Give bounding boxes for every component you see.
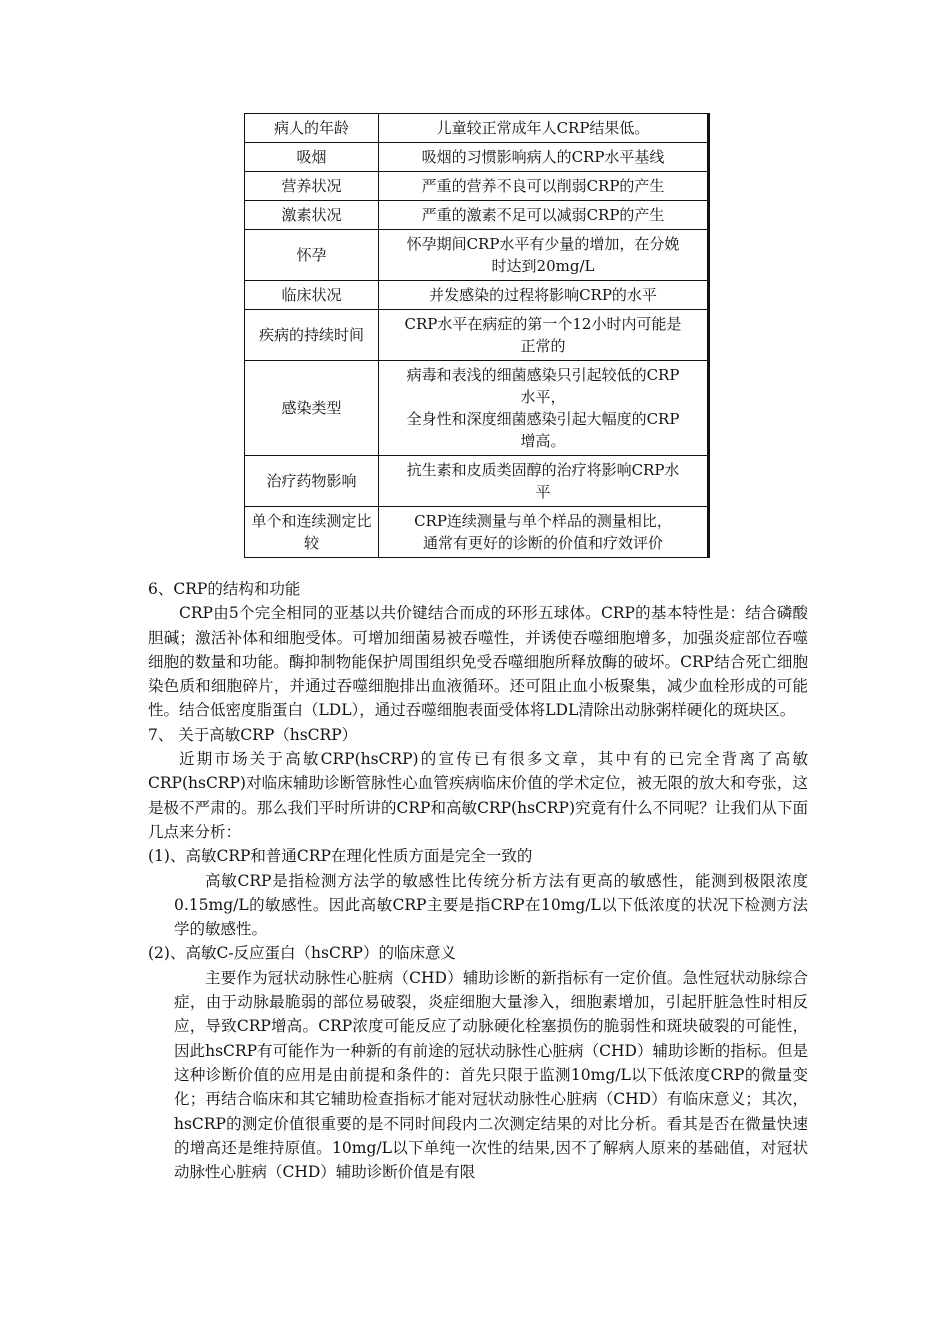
effect-cell — [379, 230, 709, 281]
effect-line: 并发感染的过程将影响CRP的水平 — [429, 286, 657, 304]
crp-factor-table — [244, 113, 710, 558]
effect-line: 通常有更好的诊断的价值和疗效评价 — [422, 534, 663, 552]
factor-cell: 感染类型 — [245, 361, 379, 456]
table-body — [245, 114, 709, 558]
section-6-body: CRP由5个完全相同的亚基以共价键结合而成的环形五球体。CRP的基本特性是：结合磷酸胆碱；激活补体和细胞受体。可增加细菌易被吞噬性，并诱使吞噬细胞增多，加强炎症部位吞噬细胞的数量和功能。酶抑制物能保护周围组织免受吞噬细胞所释放酶的破坏。CRP结合死亡细胞染色质和细胞碎片，并通过吞噬细胞排出血液循环。还可阻止血小板聚集，减少血栓形成的可能性。结合低密度脂蛋白（LDL），通过吞噬细胞表面受体将LDL清除出动脉粥样硬化的斑块区。 — [148, 604, 808, 720]
table-row — [245, 201, 709, 230]
effect-line: 怀孕期间CRP水平有少量的增加，在分娩 — [406, 235, 680, 253]
table-row — [245, 114, 709, 143]
table-row — [245, 230, 709, 281]
factor-cell: 营养状况 — [245, 172, 379, 201]
body-text — [148, 577, 808, 1184]
effect-line: 儿童较正常成年人CRP结果低。 — [436, 119, 650, 137]
effect-cell — [379, 114, 709, 143]
effect-line: 正常的 — [520, 337, 566, 355]
effect-line: 病毒和表浅的细菌感染只引起较低的CRP — [406, 366, 680, 384]
table-row — [245, 143, 709, 172]
effect-line: 时达到20mg/L — [491, 257, 595, 275]
table-row — [245, 507, 709, 558]
table-row — [245, 281, 709, 310]
effect-line: CRP连续测量与单个样品的测量相比， — [414, 512, 672, 530]
factor-cell: 病人的年龄 — [245, 114, 379, 143]
factor-cell: 疾病的持续时间 — [245, 310, 379, 361]
effect-cell — [379, 507, 709, 558]
effect-line: 平 — [535, 483, 551, 501]
effect-line: 增高。 — [520, 432, 566, 450]
table-row — [245, 456, 709, 507]
effect-line: 水平， — [520, 388, 566, 406]
table-row — [245, 310, 709, 361]
table-row — [245, 361, 709, 456]
factor-cell: 临床状况 — [245, 281, 379, 310]
point-2-body: 主要作为冠状动脉性心脏病（CHD）辅助诊断的新指标有一定价值。急性冠状动脉综合症，由于动脉最脆弱的部位易破裂，炎症细胞大量渗入，细胞素增加，引起肝脏急性时相反应，导致CRP增高。CRP浓度可能反应了动脉硬化栓塞损伤的脆弱性和斑块破裂的可能性，因此hsCRP有可能作为一种新的有前途的冠状动脉性心脏病（CHD）辅助诊断的指标。但是这种诊断价值的应用是由前提和条件的：首先只限于监测10mg/L以下低浓度CRP的微量变化；再结合临床和其它辅助检查指标才能对冠状动脉性心脏病（CHD）有临床意义；其次，hsCRP的测定价值很重要的是不同时间段内二次测定结果的对比分析。看其是否在微量快速的增高还是维持原值。10mg/L以下单纯一次性的结果,因不了解病人原来的基础值，对冠状动脉性心脏病（CHD）辅助诊断价值是有限 — [174, 968, 808, 1182]
effect-cell — [379, 201, 709, 230]
effect-line: 吸烟的习惯影响病人的CRP水平基线 — [421, 148, 665, 166]
factor-cell: 怀孕 — [245, 230, 379, 281]
point-2-heading: (2)、高敏C-反应蛋白（hsCRP）的临床意义 — [148, 944, 456, 963]
effect-line: CRP水平在病症的第一个12小时内可能是 — [404, 315, 682, 333]
section-7-intro: 近期市场关于高敏CRP(hsCRP)的宣传已有很多文章，其中有的已完全背离了高敏CRP(hsCRP)对临床辅助诊断管脉性心血管疾病临床价值的学术定位，被无限的放大和夸张，这是极不严肃的。那么我们平时所讲的CRP和高敏CRP(hsCRP)究竟有什么不同呢？让我们从下面几点来分析： — [148, 750, 808, 841]
factor-cell: 激素状况 — [245, 201, 379, 230]
factor-cell: 单个和连续测定比较 — [245, 507, 379, 558]
factor-cell: 吸烟 — [245, 143, 379, 172]
effect-line: 全身性和深度细菌感染引起大幅度的CRP — [406, 410, 680, 428]
effect-cell — [379, 143, 709, 172]
effect-cell — [379, 172, 709, 201]
section-7-heading: 7、 关于高敏CRP（hsCRP） — [148, 725, 358, 744]
effect-line: 严重的营养不良可以削弱CRP的产生 — [421, 177, 665, 195]
point-1-heading: (1)、高敏CRP和普通CRP在理化性质方面是完全一致的 — [148, 847, 533, 866]
factor-cell: 治疗药物影响 — [245, 456, 379, 507]
effect-cell — [379, 281, 709, 310]
effect-line: 严重的激素不足可以减弱CRP的产生 — [421, 206, 665, 224]
point-1-body: 高敏CRP是指检测方法学的敏感性比传统分析方法有更高的敏感性，能测到极限浓度0.15mg/L的敏感性。因此高敏CRP主要是指CRP在10mg/L以下低浓度的状况下检测方法学的敏感性。 — [174, 871, 808, 939]
effect-cell — [379, 310, 709, 361]
effect-line: 抗生素和皮质类固醇的治疗将影响CRP水 — [406, 461, 680, 479]
effect-cell — [379, 361, 709, 456]
section-6-heading: 6、CRP的结构和功能 — [148, 580, 301, 598]
effect-cell — [379, 456, 709, 507]
table-row — [245, 172, 709, 201]
